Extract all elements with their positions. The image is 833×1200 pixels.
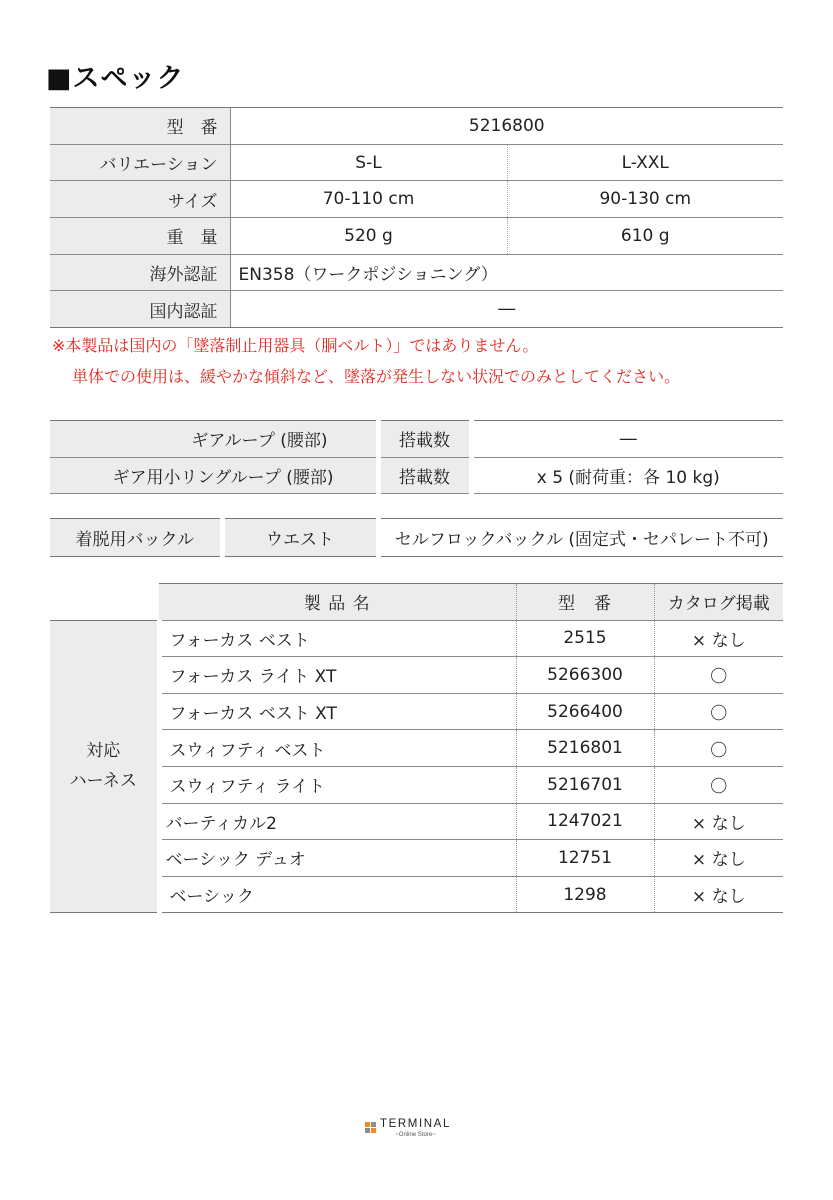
spec-table bbox=[50, 107, 783, 328]
spec-label: 海外認証 bbox=[50, 254, 230, 291]
table-row bbox=[50, 457, 783, 494]
header-model: 型 番 bbox=[516, 584, 654, 621]
spec-row-overseas-cert bbox=[50, 254, 783, 291]
gear-label: ギア用小リングループ (腰部) bbox=[50, 457, 378, 494]
warning-note: 単体での使用は、緩やかな傾斜など、墜落が発生しない状況でのみとしてください。 bbox=[72, 367, 681, 386]
table-row bbox=[50, 693, 783, 730]
warning-note: ※本製品は国内の「墜落制止用器具（胴ベルト）」ではありません。 bbox=[52, 336, 539, 355]
buckle-value: セルフロックバックル (固定式・セパレート不可) bbox=[394, 530, 769, 550]
gear-key: 搭載数 bbox=[378, 457, 471, 494]
buckle-key: ウエスト bbox=[222, 519, 378, 557]
harness-catalog: 〇 bbox=[654, 730, 783, 767]
spec-value: L-XXL bbox=[507, 144, 783, 181]
harness-catalog: × なし bbox=[654, 840, 783, 877]
spec-label: サイズ bbox=[50, 181, 230, 218]
harness-name: フォーカス ベスト bbox=[159, 620, 516, 657]
harness-name: バーティカル2 bbox=[159, 803, 516, 840]
spec-label: 重 量 bbox=[50, 218, 230, 255]
harness-model: 1298 bbox=[516, 876, 654, 913]
harness-model: 5216801 bbox=[516, 730, 654, 767]
harness-name: フォーカス ベスト XT bbox=[159, 693, 516, 730]
harness-name: ベーシック bbox=[159, 876, 516, 913]
harness-catalog: × なし bbox=[654, 876, 783, 913]
spec-value: 520 g bbox=[230, 218, 507, 255]
spec-value: S-L bbox=[230, 144, 507, 181]
table-header-row bbox=[50, 584, 783, 621]
harness-model: 5216701 bbox=[516, 766, 654, 803]
spec-row-model bbox=[50, 108, 783, 145]
harness-model: 5266400 bbox=[516, 693, 654, 730]
harness-catalog: × なし bbox=[654, 803, 783, 840]
header-catalog: カタログ掲載 bbox=[654, 584, 783, 621]
gear-value: x 5 (耐荷重：各 10 kg) bbox=[471, 457, 783, 494]
table-row bbox=[50, 840, 783, 877]
table-row bbox=[50, 730, 783, 767]
spec-row-variation bbox=[50, 144, 783, 181]
table-row bbox=[50, 803, 783, 840]
buckle-label: 着脱用バックル bbox=[50, 519, 222, 557]
logo-squares-icon bbox=[365, 1122, 377, 1134]
spec-label: 国内認証 bbox=[50, 291, 230, 328]
spec-row-domestic-cert bbox=[50, 291, 783, 328]
spec-value: 90-130 cm bbox=[507, 181, 783, 218]
spec-value: ― bbox=[230, 291, 783, 328]
spec-label: バリエーション bbox=[50, 144, 230, 181]
logo-subtitle: ~Online Store~ bbox=[395, 1131, 436, 1138]
harness-name: スウィフティ ベスト bbox=[159, 730, 516, 767]
spec-value: 5216800 bbox=[230, 108, 783, 145]
table-row bbox=[50, 657, 783, 694]
harness-model: 1247021 bbox=[516, 803, 654, 840]
table-row bbox=[50, 519, 783, 557]
harness-name: スウィフティ ライト bbox=[159, 766, 516, 803]
spec-value: 610 g bbox=[507, 218, 783, 255]
harness-model: 12751 bbox=[516, 840, 654, 877]
gear-value: ― bbox=[471, 421, 783, 458]
logo-brand: TERMINAL bbox=[380, 1118, 451, 1130]
terminal-logo bbox=[365, 1119, 451, 1138]
buckle-table bbox=[50, 518, 783, 557]
harness-group-label bbox=[50, 620, 159, 913]
header-product-name: 製 品 名 bbox=[159, 584, 516, 621]
table-row bbox=[50, 876, 783, 913]
compatible-harness-table bbox=[50, 583, 783, 913]
harness-catalog: 〇 bbox=[654, 693, 783, 730]
table-row bbox=[50, 766, 783, 803]
group-label-line: 対応 bbox=[86, 741, 121, 762]
harness-catalog: 〇 bbox=[654, 766, 783, 803]
gear-loop-table bbox=[50, 420, 783, 494]
harness-name: ベーシック デュオ bbox=[159, 840, 516, 877]
harness-name: フォーカス ライト XT bbox=[159, 657, 516, 694]
table-row bbox=[50, 620, 783, 657]
harness-model: 5266300 bbox=[516, 657, 654, 694]
harness-model: 2515 bbox=[516, 620, 654, 657]
spec-row-weight bbox=[50, 218, 783, 255]
gear-label: ギアループ (腰部) bbox=[50, 421, 378, 458]
group-label-line: ハーネス bbox=[69, 771, 137, 792]
blank-header bbox=[50, 584, 159, 621]
table-row bbox=[50, 421, 783, 458]
spec-value: 70-110 cm bbox=[230, 181, 507, 218]
spec-row-size bbox=[50, 181, 783, 218]
spec-value: EN358（ワークポジショニング） bbox=[230, 254, 783, 291]
harness-catalog: 〇 bbox=[654, 657, 783, 694]
harness-catalog: × なし bbox=[654, 620, 783, 657]
page-title: ■スペック bbox=[46, 63, 185, 94]
gear-key: 搭載数 bbox=[378, 421, 471, 458]
spec-label: 型 番 bbox=[50, 108, 230, 145]
